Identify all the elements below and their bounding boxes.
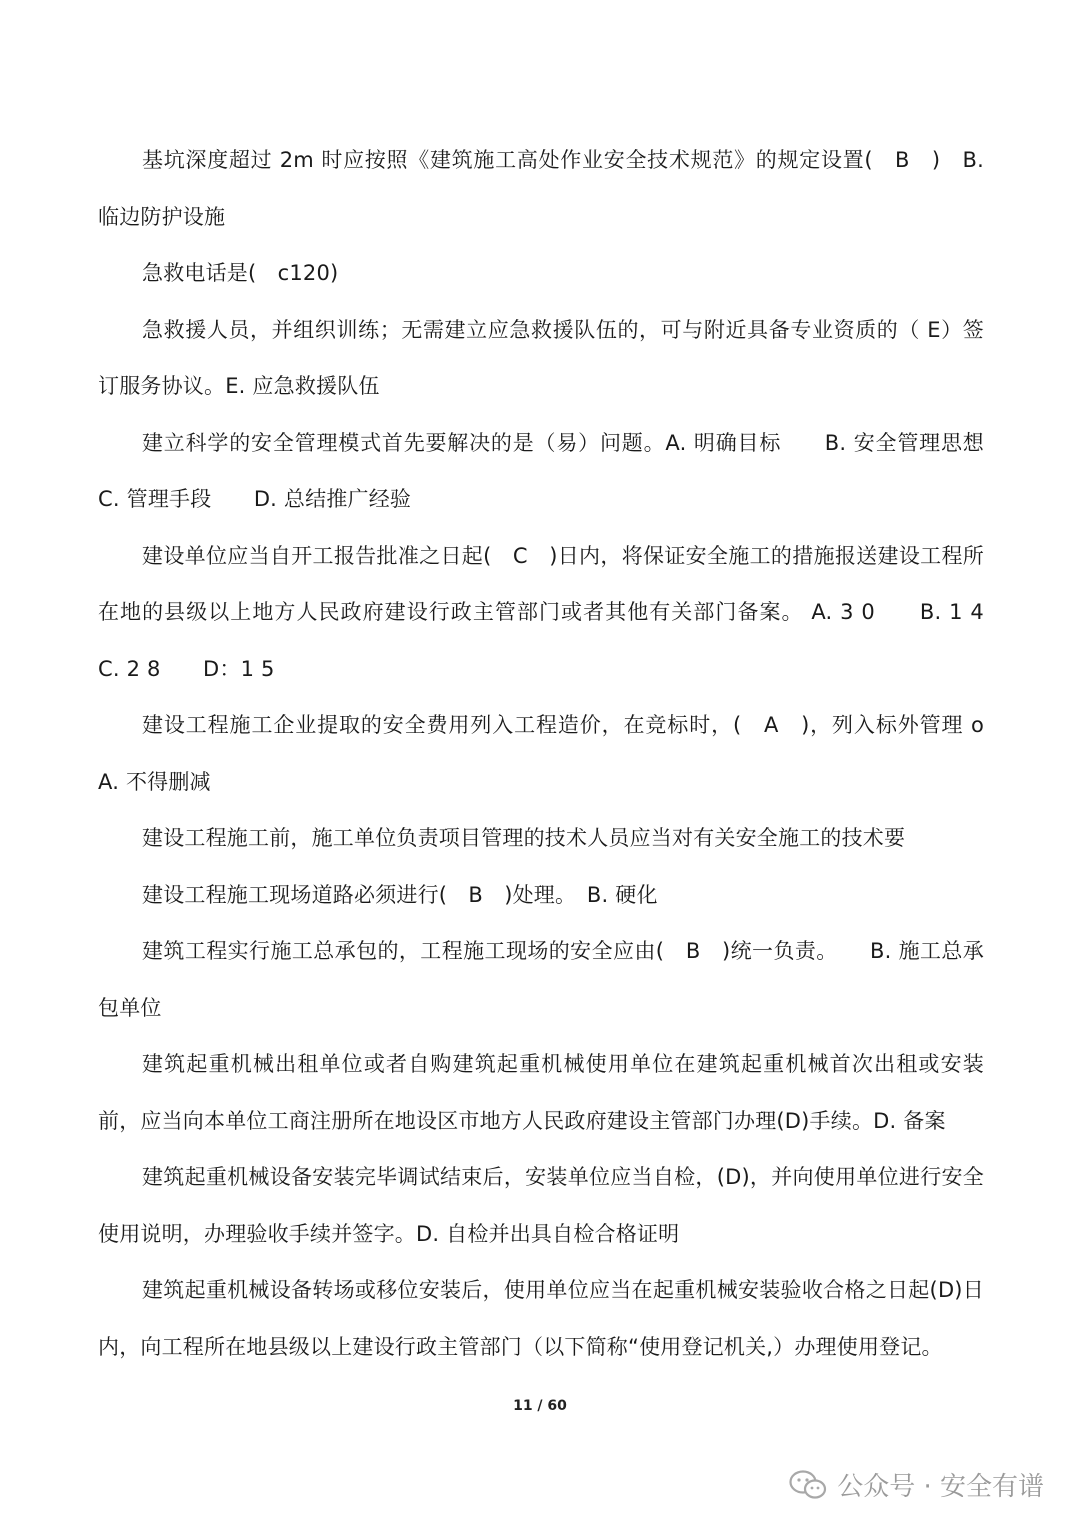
- paragraph: 建筑起重机械设备转场或移位安装后，使用单位应当在起重机械安装验收合格之日起(D)日内，向工程所在地县级以上建设行政主管部门（以下简称“使用登记机关,）办理使用登记。: [98, 1278, 984, 1359]
- paragraph: 建筑起重机械设备安装完毕调试结束后，安装单位应当自检，(D)，并向使用单位进行安全使用说明，办理验收手续并签字。D. 自检并出具自检合格证明: [98, 1165, 984, 1246]
- page-number: 11 / 60: [513, 1398, 567, 1414]
- document-body: [98, 132, 1027, 1375]
- paragraph: 基坑深度超过 2m 时应按照《建筑施工高处作业安全技术规范》的规定设置( B ) B. 临边防护设施: [98, 148, 984, 229]
- paragraph: 建设工程施工企业提取的安全费用列入工程造价，在竞标时，( A )，列入标外管理 o A. 不得删减: [98, 713, 984, 794]
- paragraph: 建筑工程实行施工总承包的，工程施工现场的安全应由( B )统一负责。 B. 施工总承包单位: [98, 939, 984, 1020]
- paragraph: 建筑起重机械出租单位或者自购建筑起重机械使用单位在建筑起重机械首次出租或安装前，应当向本单位工商注册所在地设区市地方人民政府建设主管部门办理(D)手续。D. 备案: [98, 1052, 984, 1133]
- paragraph: 急救电话是( c120): [142, 261, 339, 285]
- watermark: [789, 1466, 1044, 1503]
- paragraph: 急救援人员，并组织训练；无需建立应急救援队伍的，可与附近具备专业资质的（ E）签订服务协议。E. 应急救援队伍: [98, 317, 984, 398]
- watermark-text: 公众号 · 安全有谱: [837, 1472, 1044, 1502]
- paragraph: 建设工程施工现场道路必须进行( B )处理。 B. 硬化: [142, 882, 658, 907]
- paragraph: 建设工程施工前，施工单位负责项目管理的技术人员应当对有关安全施工的技术要: [142, 826, 906, 850]
- wechat-icon: [789, 1469, 827, 1501]
- paragraph: 建立科学的安全管理模式首先要解决的是（易）问题。A. 明确目标 B. 安全管理思想 C. 管理手段 D. 总结推广经验: [98, 430, 1006, 511]
- paragraph: 建设单位应当自开工报告批准之日起( C )日内，将保证安全施工的措施报送建设工程所在地的县级以上地方人民政府建设行政主管部门或者其他有关部门备案。 A. 3 0 B. 1 4 C. 2 8 D：1 5: [98, 543, 1027, 681]
